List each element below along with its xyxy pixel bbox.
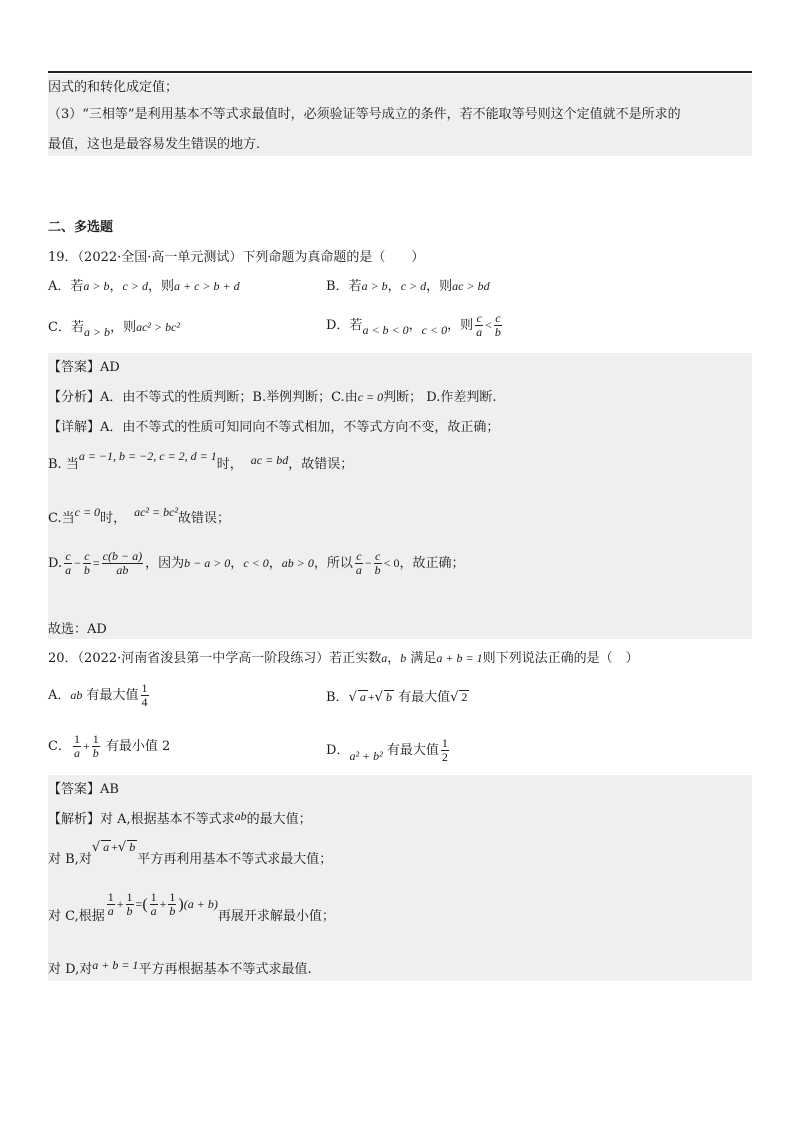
radical-sign: √ [374, 690, 383, 705]
detail [48, 449, 354, 473]
option-label: A．若 [48, 279, 84, 294]
fraction: $\frac{1}{a}$ [73, 732, 80, 761]
text: 判断； D.作差判断. [383, 390, 497, 405]
math: b [400, 651, 407, 665]
fraction: $\frac{1}{b}$ [126, 890, 133, 919]
text: ，则 [447, 318, 474, 334]
math: + [367, 690, 375, 704]
radical-sign: √ [348, 690, 357, 705]
fraction: $\frac{c}{b}$ [494, 311, 501, 340]
math: a + c > b + d [173, 279, 240, 293]
text-line: （3）“三相等”是利用基本不等式求最值时，必须验证等号成立的条件，若不能取等号则这个定值就不是所求的 [48, 107, 681, 122]
fraction: $\frac{1}{b}$ [169, 890, 176, 919]
math: ac = bd [250, 453, 289, 467]
text: ，则 [147, 279, 174, 294]
math: a [103, 840, 110, 854]
math: ab > 0 [281, 556, 314, 571]
text: 时， [100, 511, 127, 526]
option-c [48, 320, 181, 339]
option-a [48, 279, 240, 295]
text: ， [230, 556, 244, 572]
math: a > b [83, 325, 111, 339]
math: c > d [400, 279, 427, 293]
analysis [48, 890, 335, 930]
text: 平方再根据基本不等式求最值. [138, 962, 312, 977]
math: a [359, 690, 366, 704]
math: + [82, 739, 90, 754]
math: c < 0 [243, 556, 269, 571]
text: 对 D,对 [48, 962, 93, 977]
math: b − a > 0 [184, 556, 231, 571]
text: ，因为 [145, 556, 185, 572]
math-expression [92, 840, 137, 855]
option-d [326, 737, 451, 764]
header-rule [48, 71, 752, 73]
text: ，则 [426, 279, 453, 294]
math: c = 0 [74, 505, 101, 519]
math: a > b [83, 279, 110, 293]
text: 对 B,对 [48, 852, 92, 867]
text: 有最小值 2 [101, 739, 171, 755]
text: 【分析】A．由不等式的性质判断；B.举例判断；C.由 [48, 390, 358, 405]
math: 2 [461, 690, 468, 704]
text: 的最大值； [246, 812, 312, 827]
analysis [48, 958, 312, 978]
math: ab [70, 688, 83, 703]
text: ， [268, 556, 282, 572]
math: a = −1, b = −2, c = 2, d = 1 [78, 449, 217, 463]
math: + [116, 897, 124, 912]
text: 有最大值 [82, 688, 139, 704]
answer: 【答案】AD [48, 360, 120, 375]
math: = [92, 556, 100, 571]
radical-sign: √ [117, 840, 127, 855]
solution-background-3 [48, 775, 752, 981]
fraction: $\frac{c(b - a)}{ab}$ [102, 549, 143, 578]
text: C.当 [48, 511, 75, 526]
paren: ( [142, 896, 148, 914]
text: ， [387, 651, 401, 666]
math: + [111, 840, 118, 854]
fraction: $\frac{1}{b}$ [92, 732, 99, 761]
option-label: D．若 [326, 318, 363, 334]
text: 【解析】对 A,根据基本不等式求 [48, 812, 235, 827]
math: < [485, 318, 492, 333]
analysis [48, 809, 312, 828]
math: = [135, 897, 143, 912]
option-label: B．若 [326, 279, 362, 294]
text: 故错误； [178, 511, 231, 526]
option-label: D． [326, 743, 350, 759]
math: a² + b² [349, 749, 383, 764]
fraction: $\frac{1}{2}$ [441, 736, 448, 765]
detail: 【详解】A．由不等式的性质可知同向不等式相加，不等式方向不变，故正确； [48, 420, 500, 435]
text: 有最大值 [382, 743, 439, 759]
section-heading: 二、多选题 [48, 220, 114, 235]
option-label: C． [48, 739, 71, 755]
option-b [326, 279, 490, 295]
fraction: $\frac{c}{a}$ [65, 549, 72, 578]
math: c < 0 [421, 323, 448, 338]
text: ，所以 [313, 556, 353, 572]
text: D. [48, 556, 63, 572]
text-line: 最值，这也是最容易发生错误的地方. [48, 137, 261, 152]
text: 则下列说法正确的是（ ） [482, 651, 639, 666]
option-label: C．若 [48, 320, 84, 335]
math-expression [105, 890, 218, 919]
math: − [74, 556, 81, 571]
radical-sign: √ [91, 840, 101, 855]
math: (a + b) [183, 897, 218, 912]
fraction: $\frac{c}{a}$ [355, 549, 362, 578]
fraction: $\frac{c}{b}$ [374, 549, 381, 578]
math: c = 0 [357, 390, 384, 404]
detail [48, 505, 231, 527]
text: ， [408, 318, 422, 334]
fraction: $\frac{1}{a}$ [150, 890, 157, 919]
math: a + b = 1 [92, 958, 139, 972]
math: b [129, 840, 136, 854]
text: 对 C,根据 [48, 909, 105, 925]
math: b [385, 690, 392, 704]
option-label: B． [326, 690, 349, 705]
detail [48, 550, 464, 577]
math: ac² > bc² [136, 320, 181, 334]
option-b [326, 690, 469, 706]
text: ，则 [110, 320, 137, 335]
math: a < b < 0 [362, 323, 409, 338]
math: + [159, 897, 167, 912]
math: a + b = 1 [436, 651, 483, 665]
fraction: $\frac{c}{a}$ [476, 311, 483, 340]
answer: 【答案】AB [48, 782, 119, 797]
text-line: 因式的和转化成定值； [48, 80, 179, 95]
analysis [48, 840, 333, 868]
text: ， [109, 279, 123, 294]
math: ac² = bc² [134, 505, 179, 519]
text: ，故正确； [399, 556, 465, 572]
text: 平方再利用基本不等式求最大值； [137, 852, 333, 867]
option-label: A． [48, 688, 71, 704]
question-stem: 19．（2022·全国·高一单元测试）下列命题为真命题的是（ ） [48, 250, 425, 265]
math: a [381, 651, 388, 665]
math: c > d [122, 279, 148, 293]
math: − [364, 556, 372, 571]
fraction: $\frac{1}{4}$ [141, 681, 148, 710]
text: 时， [216, 457, 243, 472]
text: B. 当 [48, 457, 79, 472]
text: 有最大值 [393, 690, 451, 705]
option-d [326, 312, 504, 339]
option-a [48, 682, 151, 709]
paren: ) [178, 896, 184, 914]
fraction: $\frac{1}{a}$ [107, 890, 114, 919]
radical-sign: √ [450, 690, 459, 705]
text: 再展开求解最小值； [217, 909, 335, 925]
analysis [48, 390, 497, 406]
conclusion: 故选：AD [48, 622, 107, 637]
question-stem [48, 651, 639, 667]
text: ，故错误； [288, 457, 354, 472]
math: ab [234, 809, 247, 823]
fraction: $\frac{c}{b}$ [83, 549, 90, 578]
text: 20．（2022·河南省浚县第一中学高一阶段练习）若正实数 [48, 651, 382, 666]
math: ac > bd [452, 279, 490, 293]
math: < 0 [383, 556, 400, 571]
text: ， [387, 279, 401, 294]
math: a > b [361, 279, 388, 293]
option-c [48, 733, 170, 760]
text: 满足 [406, 651, 437, 666]
